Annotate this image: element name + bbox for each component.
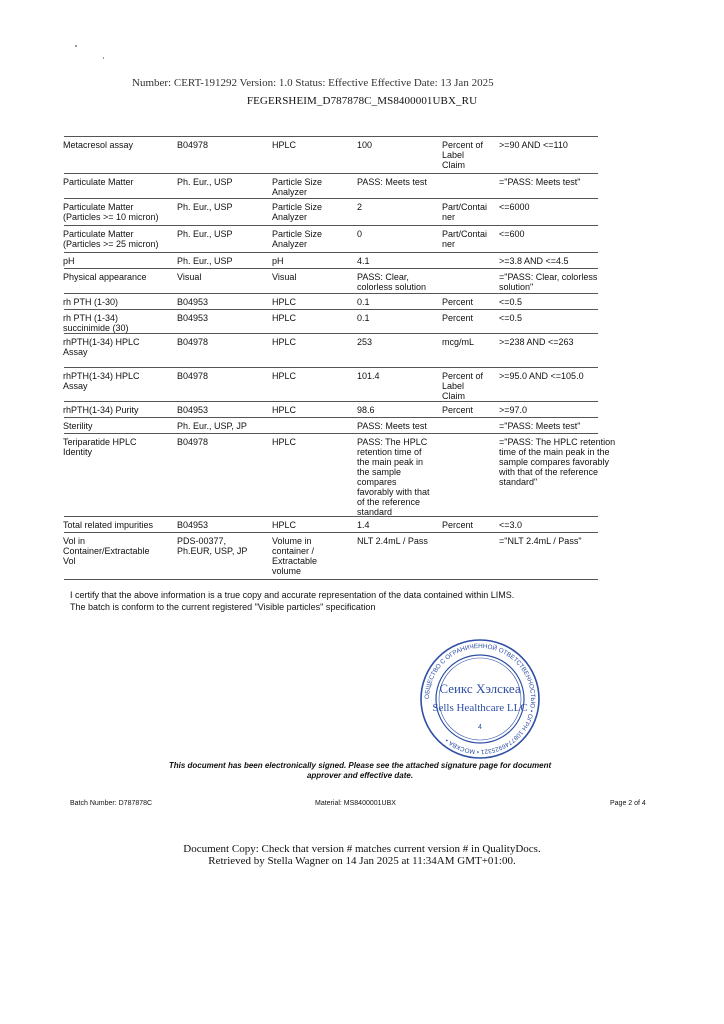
cell-specification: ="NLT 2.4mL / Pass" (499, 536, 582, 546)
table-row (64, 199, 598, 226)
esign-line-1: This document has been electronically signed. Please see the attached signature page for document (168, 761, 552, 770)
cell-result: PASS: Meets test (357, 177, 427, 187)
table-row (64, 517, 598, 533)
cell-test-name: Vol in Container/Extractable Vol (63, 536, 150, 566)
table-row (64, 226, 598, 253)
cell-test-name: Particulate Matter (Particles >= 10 micron) (63, 202, 159, 222)
cell-result: 98.6 (357, 405, 375, 415)
certification-statement (70, 589, 514, 613)
cell-technique: Visual (272, 272, 297, 282)
cell-specification: <=600 (499, 229, 525, 239)
cell-test-name: rhPTH(1-34) Purity (63, 405, 139, 415)
cell-specification: >=3.8 AND <=4.5 (499, 256, 569, 266)
table-row (64, 136, 598, 174)
cell-specification: ="PASS: Meets test" (499, 421, 581, 431)
cell-method-ref: B04978 (177, 337, 209, 347)
cell-test-name: Total related impurities (63, 520, 154, 530)
cell-method-ref: Ph. Eur., USP (177, 202, 233, 212)
footer-material: Material: MS8400001UBX (315, 800, 396, 807)
cell-specification: <=0.5 (499, 313, 523, 323)
cell-unit: Percent of Label Claim (442, 371, 484, 401)
cell-test-name: rhPTH(1-34) HPLC Assay (63, 371, 140, 391)
table-row (64, 402, 598, 418)
cell-technique: HPLC (272, 405, 297, 415)
cell-specification: <=3.0 (499, 520, 523, 530)
cell-unit: Part/Contai ner (442, 202, 488, 222)
cell-unit: Part/Contai ner (442, 229, 488, 249)
cell-test-name: Metacresol assay (63, 140, 134, 150)
table-row (64, 174, 598, 199)
cell-test-name: Particulate Matter (63, 177, 134, 187)
table-row (64, 294, 598, 310)
cell-method-ref: Visual (177, 272, 202, 282)
cell-test-name: Physical appearance (63, 272, 147, 282)
cell-technique: Volume in container / Extractable volume (272, 536, 318, 576)
cell-technique: HPLC (272, 520, 297, 530)
esign-line-2: approver and effective date. (306, 771, 414, 780)
cell-specification: >=238 AND <=263 (499, 337, 574, 347)
scan-speck (103, 57, 104, 59)
seal-name-english: Sells Healthcare LLC (432, 702, 528, 714)
cell-technique: Particle Size Analyzer (272, 177, 323, 197)
cell-method-ref: Ph. Eur., USP (177, 256, 233, 266)
cell-test-name: rh PTH (1-30) (63, 297, 119, 307)
company-seal-stamp (418, 637, 542, 761)
table-row (64, 334, 598, 368)
cell-method-ref: PDS-00377, Ph.EUR, USP, JP (177, 536, 248, 556)
cell-result: 101.4 (357, 371, 380, 381)
table-row (64, 253, 598, 269)
cell-method-ref: B04953 (177, 405, 209, 415)
table-row (64, 418, 598, 434)
document-copy-line-1: Document Copy: Check that version # matches current version # in QualityDocs. (183, 843, 541, 855)
cut-off-header-text: Number: CERT-191292 Version: 1.0 Status: Effective Effective Date: 13 Jan 2025 (132, 77, 494, 89)
cell-test-name: Particulate Matter (Particles >= 25 micron) (63, 229, 159, 249)
cell-test-name: Sterility (63, 421, 93, 431)
cell-result: PASS: Meets test (357, 421, 427, 431)
cell-result: 0.1 (357, 297, 370, 307)
cut-off-header-line (132, 77, 592, 91)
cell-technique: Particle Size Analyzer (272, 202, 323, 222)
cell-unit: Percent (442, 297, 474, 307)
document-subtitle: FEGERSHEIM_D787878C_MS8400001UBX_RU (246, 95, 478, 107)
cell-specification: >=95.0 AND <=105.0 (499, 371, 584, 381)
cell-method-ref: Ph. Eur., USP (177, 177, 233, 187)
cell-result: 4.1 (357, 256, 370, 266)
cell-specification: ="PASS: Clear, colorless solution" (499, 272, 598, 292)
cell-test-name: rh PTH (1-34) succinimide (30) (63, 313, 129, 333)
cell-test-name: Teriparatide HPLC Identity (63, 437, 137, 457)
cell-result: 2 (357, 202, 363, 212)
cell-unit: Percent (442, 405, 474, 415)
cell-unit: Percent (442, 313, 474, 323)
cell-unit: Percent (442, 520, 474, 530)
document-copy-line-2: Retrieved by Stella Wagner on 14 Jan 2025 at 11:34AM GMT+01:00. (208, 855, 516, 867)
cell-result: PASS: Clear, colorless solution (357, 272, 427, 292)
cell-specification: >=97.0 (499, 405, 528, 415)
cell-result: NLT 2.4mL / Pass (357, 536, 428, 546)
results-table (63, 136, 616, 580)
cell-specification: <=0.5 (499, 297, 523, 307)
cell-unit: mcg/mL (442, 337, 475, 347)
cell-technique: HPLC (272, 140, 297, 150)
cell-technique: HPLC (272, 297, 297, 307)
cell-technique: Particle Size Analyzer (272, 229, 323, 249)
cell-technique: HPLC (272, 337, 297, 347)
cell-specification: ="PASS: The HPLC retention time of the main peak in the sample compares favorably with that of the reference standard" (499, 437, 616, 487)
table-row (64, 533, 598, 580)
document-copy-note (0, 843, 724, 867)
cell-method-ref: B04978 (177, 140, 209, 150)
cell-technique: pH (272, 256, 284, 266)
cell-test-name: rhPTH(1-34) HPLC Assay (63, 337, 140, 357)
cell-test-name: pH (63, 256, 75, 266)
cell-result: 0.1 (357, 313, 370, 323)
table-row (63, 434, 616, 517)
certification-line-1: I certify that the above information is a true copy and accurate representation of the data contained within LIMS. (70, 590, 515, 600)
seal-name-russian: Сеикс Хэлскеа (439, 681, 521, 696)
seal-number: 4 (478, 724, 482, 731)
footer-batch-number: Batch Number: D787878C (70, 800, 153, 807)
cell-method-ref: Ph. Eur., USP, JP (177, 421, 247, 431)
cell-result: 1.4 (357, 520, 370, 530)
cell-specification: ="PASS: Meets test" (499, 177, 581, 187)
footer-page-number: Page 2 of 4 (610, 800, 646, 807)
table-row (64, 310, 598, 334)
cell-method-ref: B04978 (177, 437, 209, 447)
certification-line-2: The batch is conform to the current registered "Visible particles" specification (70, 602, 376, 612)
cell-result: 100 (357, 140, 373, 150)
scan-speck (75, 45, 77, 47)
cell-method-ref: B04978 (177, 371, 209, 381)
cell-method-ref: B04953 (177, 297, 209, 307)
cell-result: 0 (357, 229, 363, 239)
cell-unit: Percent of Label Claim (442, 140, 484, 170)
cell-method-ref: B04953 (177, 520, 209, 530)
cell-method-ref: B04953 (177, 313, 209, 323)
table-row (64, 368, 598, 402)
table-row (64, 269, 598, 294)
cell-method-ref: Ph. Eur., USP (177, 229, 233, 239)
cell-specification: >=90 AND <=110 (499, 140, 568, 150)
cell-specification: <=6000 (499, 202, 530, 212)
cell-technique: HPLC (272, 371, 297, 381)
seal-ring-text: ОБЩЕСТВО С ОГРАНИЧЕННОЙ ОТВЕТСТВЕННОСТЬЮ • ОГРН 1087746925321 • МОСКВА • (423, 642, 537, 756)
electronic-signature-notice (150, 761, 570, 781)
cell-technique: HPLC (272, 313, 297, 323)
cell-result: 253 (357, 337, 373, 347)
cell-result: PASS: The HPLC retention time of the main peak in the sample compares favorably with that of the reference standard (357, 437, 430, 517)
cell-technique: HPLC (272, 437, 297, 447)
